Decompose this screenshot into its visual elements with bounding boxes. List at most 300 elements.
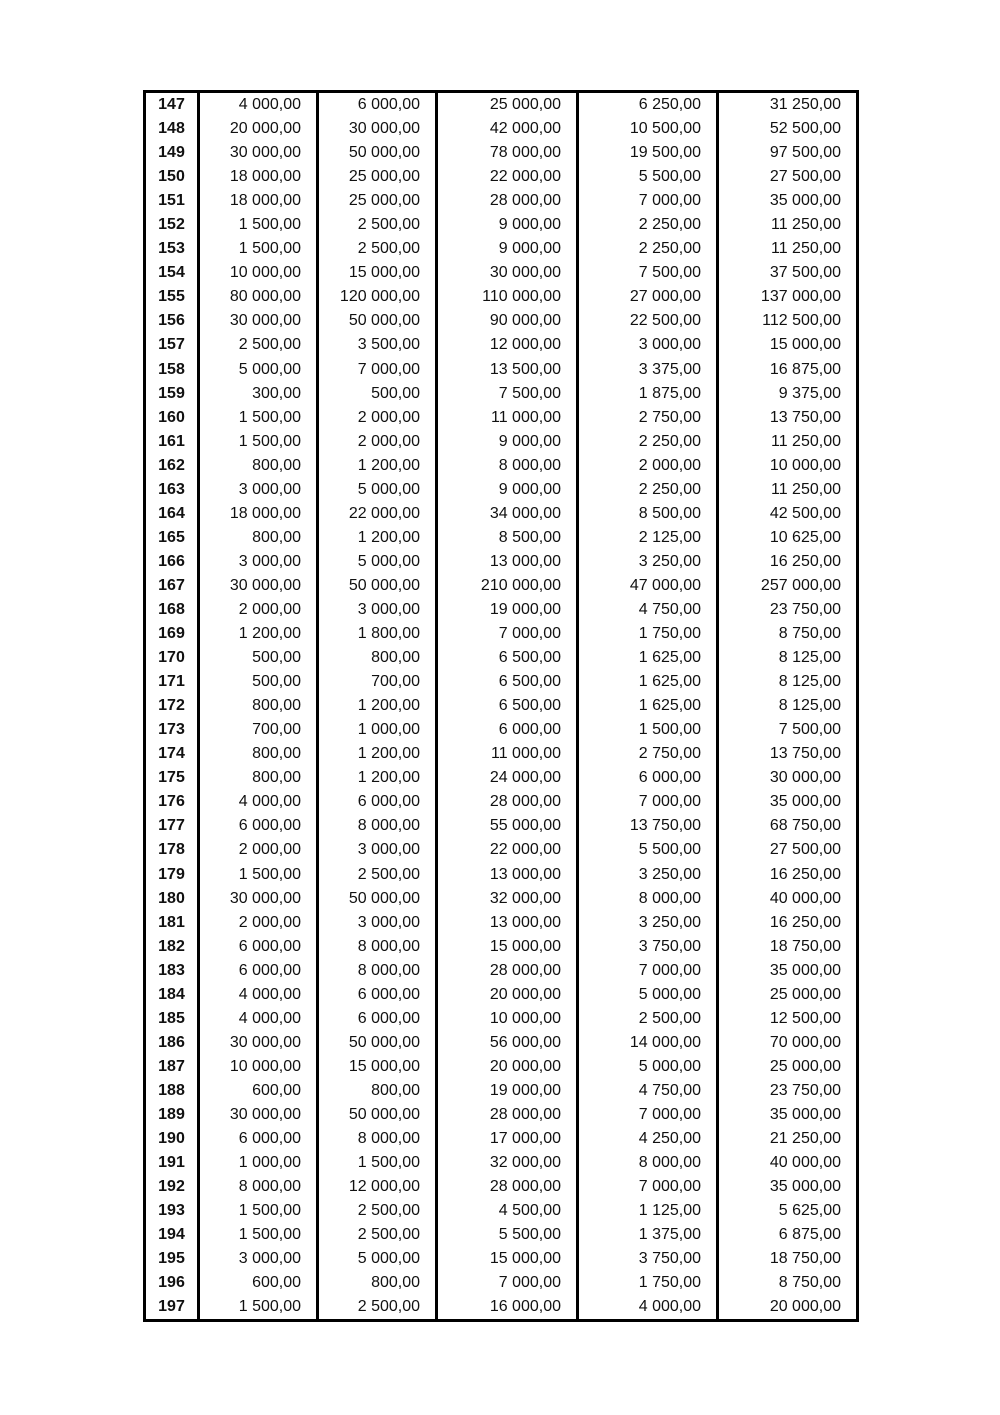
value-col-2: 5 000,00	[318, 550, 437, 574]
value-col-3: 110 000,00	[437, 285, 578, 309]
value-col-1: 1 500,00	[199, 1223, 318, 1247]
value-col-1: 30 000,00	[199, 141, 318, 165]
row-number: 153	[158, 240, 185, 258]
value-col-1: 2 000,00	[199, 911, 318, 935]
value-col-1: 6 000,00	[199, 959, 318, 983]
row-number: 188	[158, 1081, 185, 1099]
value-col-4: 2 750,00	[578, 406, 718, 430]
value-col-2: 8 000,00	[318, 959, 437, 983]
value-col-2: 2 000,00	[318, 406, 437, 430]
value-col-5: 18 750,00	[718, 935, 858, 959]
value-col-5: 18 750,00	[718, 1247, 858, 1271]
value-col-3: 78 000,00	[437, 141, 578, 165]
value-col-4: 3 250,00	[578, 863, 718, 887]
value-col-1: 30 000,00	[199, 309, 318, 333]
value-col-3: 28 000,00	[437, 189, 578, 213]
value-col-3: 56 000,00	[437, 1031, 578, 1055]
value-col-5: 16 250,00	[718, 911, 858, 935]
value-col-5: 25 000,00	[718, 983, 858, 1007]
value-col-5: 20 000,00	[718, 1295, 858, 1321]
row-number: 181	[158, 913, 185, 931]
value-col-5: 40 000,00	[718, 1151, 858, 1175]
value-col-2: 1 200,00	[318, 526, 437, 550]
value-col-5: 15 000,00	[718, 333, 858, 357]
row-number: 186	[158, 1033, 185, 1051]
value-col-1: 18 000,00	[199, 165, 318, 189]
value-col-5: 52 500,00	[718, 117, 858, 141]
value-col-1: 1 500,00	[199, 863, 318, 887]
table-row	[145, 1295, 858, 1321]
row-number: 166	[158, 552, 185, 570]
value-col-4: 6 000,00	[578, 766, 718, 790]
value-col-5: 21 250,00	[718, 1127, 858, 1151]
value-col-3: 20 000,00	[437, 1055, 578, 1079]
row-number: 174	[158, 745, 185, 763]
value-col-1: 1 500,00	[199, 1199, 318, 1223]
value-col-3: 11 000,00	[437, 406, 578, 430]
value-col-4: 4 750,00	[578, 598, 718, 622]
value-col-2: 6 000,00	[318, 1007, 437, 1031]
value-col-5: 35 000,00	[718, 1103, 858, 1127]
row-number: 185	[158, 1009, 185, 1027]
value-col-1: 2 500,00	[199, 333, 318, 357]
value-col-1: 800,00	[199, 742, 318, 766]
value-col-4: 1 125,00	[578, 1199, 718, 1223]
value-col-4: 27 000,00	[578, 285, 718, 309]
value-col-4: 2 250,00	[578, 430, 718, 454]
table-row	[145, 1103, 858, 1127]
value-col-1: 1 000,00	[199, 1151, 318, 1175]
row-number: 164	[158, 504, 185, 522]
value-col-1: 6 000,00	[199, 1127, 318, 1151]
value-col-5: 13 750,00	[718, 406, 858, 430]
value-col-3: 42 000,00	[437, 117, 578, 141]
row-number: 150	[158, 168, 185, 186]
value-col-3: 6 500,00	[437, 694, 578, 718]
value-col-2: 6 000,00	[318, 92, 437, 118]
value-col-4: 2 250,00	[578, 213, 718, 237]
value-col-2: 700,00	[318, 670, 437, 694]
value-col-3: 11 000,00	[437, 742, 578, 766]
value-col-5: 257 000,00	[718, 574, 858, 598]
table-row	[145, 165, 858, 189]
value-col-5: 5 625,00	[718, 1199, 858, 1223]
value-col-4: 10 500,00	[578, 117, 718, 141]
row-number: 195	[158, 1250, 185, 1268]
value-col-4: 3 750,00	[578, 1247, 718, 1271]
value-col-5: 42 500,00	[718, 502, 858, 526]
value-col-2: 1 200,00	[318, 694, 437, 718]
value-col-5: 16 875,00	[718, 358, 858, 382]
value-col-4: 7 000,00	[578, 1103, 718, 1127]
table-row	[145, 1271, 858, 1295]
row-number: 149	[158, 144, 185, 162]
value-col-4: 22 500,00	[578, 309, 718, 333]
table-row	[145, 863, 858, 887]
row-number: 193	[158, 1202, 185, 1220]
value-col-4: 8 000,00	[578, 887, 718, 911]
value-col-4: 7 500,00	[578, 261, 718, 285]
value-col-1: 2 000,00	[199, 598, 318, 622]
value-col-1: 300,00	[199, 382, 318, 406]
value-col-4: 3 750,00	[578, 935, 718, 959]
value-col-5: 40 000,00	[718, 887, 858, 911]
value-col-2: 6 000,00	[318, 983, 437, 1007]
value-col-3: 28 000,00	[437, 790, 578, 814]
value-col-1: 6 000,00	[199, 814, 318, 838]
value-col-1: 1 500,00	[199, 1295, 318, 1321]
value-col-1: 18 000,00	[199, 189, 318, 213]
value-col-5: 23 750,00	[718, 598, 858, 622]
value-col-1: 3 000,00	[199, 478, 318, 502]
table-row	[145, 92, 858, 118]
value-col-3: 10 000,00	[437, 1007, 578, 1031]
value-col-1: 80 000,00	[199, 285, 318, 309]
value-col-4: 8 500,00	[578, 502, 718, 526]
table-row	[145, 814, 858, 838]
value-col-4: 3 250,00	[578, 550, 718, 574]
value-col-5: 23 750,00	[718, 1079, 858, 1103]
value-col-1: 10 000,00	[199, 261, 318, 285]
table-row	[145, 718, 858, 742]
table-row	[145, 478, 858, 502]
table-row	[145, 237, 858, 261]
value-col-2: 15 000,00	[318, 261, 437, 285]
value-col-5: 12 500,00	[718, 1007, 858, 1031]
value-col-2: 2 500,00	[318, 1223, 437, 1247]
value-col-3: 9 000,00	[437, 478, 578, 502]
table-row	[145, 213, 858, 237]
row-number: 167	[158, 576, 185, 594]
value-col-1: 5 000,00	[199, 358, 318, 382]
row-number: 162	[158, 456, 185, 474]
value-col-5: 10 625,00	[718, 526, 858, 550]
value-col-5: 8 125,00	[718, 694, 858, 718]
value-col-5: 8 750,00	[718, 1271, 858, 1295]
value-col-5: 35 000,00	[718, 189, 858, 213]
row-number: 168	[158, 601, 185, 618]
value-col-4: 3 000,00	[578, 333, 718, 357]
value-col-3: 16 000,00	[437, 1295, 578, 1321]
value-col-2: 50 000,00	[318, 1103, 437, 1127]
row-number: 180	[158, 889, 185, 907]
value-col-4: 3 250,00	[578, 911, 718, 935]
table-row	[145, 574, 858, 598]
table-row	[145, 309, 858, 333]
value-col-2: 1 200,00	[318, 766, 437, 790]
value-col-3: 17 000,00	[437, 1127, 578, 1151]
table-row	[145, 1199, 858, 1223]
value-col-5: 35 000,00	[718, 790, 858, 814]
value-col-3: 32 000,00	[437, 1151, 578, 1175]
row-number: 159	[158, 384, 185, 402]
table-row	[145, 911, 858, 935]
value-col-2: 2 500,00	[318, 237, 437, 261]
value-col-1: 800,00	[199, 766, 318, 790]
table-row	[145, 382, 858, 406]
value-col-3: 7 500,00	[437, 382, 578, 406]
value-col-1: 30 000,00	[199, 887, 318, 911]
value-col-5: 9 375,00	[718, 382, 858, 406]
row-number: 152	[158, 216, 185, 234]
value-col-2: 25 000,00	[318, 189, 437, 213]
table-row	[145, 790, 858, 814]
value-col-2: 120 000,00	[318, 285, 437, 309]
value-col-2: 5 000,00	[318, 1247, 437, 1271]
table-row	[145, 935, 858, 959]
row-number: 163	[158, 480, 185, 498]
row-number: 154	[158, 264, 185, 282]
value-col-4: 5 000,00	[578, 1055, 718, 1079]
table-row	[145, 1031, 858, 1055]
row-number: 183	[158, 961, 185, 979]
value-col-5: 6 875,00	[718, 1223, 858, 1247]
value-col-5: 35 000,00	[718, 1175, 858, 1199]
row-number: 196	[158, 1274, 185, 1292]
value-col-2: 12 000,00	[318, 1175, 437, 1199]
table-row	[145, 1007, 858, 1031]
value-col-2: 22 000,00	[318, 502, 437, 526]
value-col-3: 210 000,00	[437, 574, 578, 598]
value-col-1: 4 000,00	[199, 1007, 318, 1031]
value-col-2: 2 000,00	[318, 430, 437, 454]
row-number: 190	[158, 1130, 185, 1148]
value-col-2: 30 000,00	[318, 117, 437, 141]
value-col-4: 1 750,00	[578, 622, 718, 646]
value-col-2: 800,00	[318, 1079, 437, 1103]
table-row	[145, 526, 858, 550]
value-col-1: 30 000,00	[199, 1031, 318, 1055]
value-col-1: 1 200,00	[199, 622, 318, 646]
table-row	[145, 1127, 858, 1151]
row-number: 175	[158, 769, 185, 787]
row-number: 194	[158, 1226, 185, 1244]
value-col-1: 3 000,00	[199, 550, 318, 574]
value-col-3: 30 000,00	[437, 261, 578, 285]
value-col-4: 14 000,00	[578, 1031, 718, 1055]
value-col-2: 50 000,00	[318, 1031, 437, 1055]
value-col-3: 7 000,00	[437, 1271, 578, 1295]
row-number: 173	[158, 721, 185, 739]
value-col-5: 30 000,00	[718, 766, 858, 790]
value-col-5: 25 000,00	[718, 1055, 858, 1079]
value-col-4: 7 000,00	[578, 790, 718, 814]
row-number: 151	[158, 192, 185, 210]
value-col-5: 31 250,00	[718, 92, 858, 118]
value-col-3: 13 500,00	[437, 358, 578, 382]
value-col-1: 4 000,00	[199, 790, 318, 814]
value-col-4: 1 625,00	[578, 646, 718, 670]
value-col-2: 800,00	[318, 646, 437, 670]
value-col-2: 50 000,00	[318, 887, 437, 911]
value-col-3: 8 500,00	[437, 526, 578, 550]
value-col-1: 20 000,00	[199, 117, 318, 141]
row-number: 161	[158, 432, 185, 450]
table-row	[145, 1079, 858, 1103]
table-row	[145, 550, 858, 574]
value-col-3: 22 000,00	[437, 838, 578, 862]
table-row	[145, 887, 858, 911]
value-col-2: 1 200,00	[318, 454, 437, 478]
row-number: 189	[158, 1105, 185, 1123]
value-col-1: 600,00	[199, 1079, 318, 1103]
value-col-4: 2 500,00	[578, 1007, 718, 1031]
table-row	[145, 406, 858, 430]
value-col-5: 70 000,00	[718, 1031, 858, 1055]
value-col-2: 3 500,00	[318, 333, 437, 357]
value-col-3: 5 500,00	[437, 1223, 578, 1247]
value-col-4: 7 000,00	[578, 1175, 718, 1199]
value-col-5: 11 250,00	[718, 237, 858, 261]
table-row	[145, 670, 858, 694]
value-col-3: 13 000,00	[437, 550, 578, 574]
value-col-1: 800,00	[199, 694, 318, 718]
value-col-4: 2 000,00	[578, 454, 718, 478]
table-row	[145, 1247, 858, 1271]
value-col-5: 11 250,00	[718, 213, 858, 237]
value-col-2: 3 000,00	[318, 838, 437, 862]
value-col-4: 7 000,00	[578, 959, 718, 983]
value-col-4: 19 500,00	[578, 141, 718, 165]
value-col-3: 15 000,00	[437, 1247, 578, 1271]
value-col-2: 1 800,00	[318, 622, 437, 646]
value-col-3: 9 000,00	[437, 430, 578, 454]
value-col-3: 7 000,00	[437, 622, 578, 646]
value-col-4: 2 250,00	[578, 478, 718, 502]
value-col-2: 2 500,00	[318, 213, 437, 237]
value-col-3: 25 000,00	[437, 92, 578, 118]
table-row	[145, 694, 858, 718]
value-col-1: 10 000,00	[199, 1055, 318, 1079]
value-col-2: 8 000,00	[318, 814, 437, 838]
value-col-3: 15 000,00	[437, 935, 578, 959]
value-col-2: 1 000,00	[318, 718, 437, 742]
value-col-1: 500,00	[199, 670, 318, 694]
value-col-4: 5 000,00	[578, 983, 718, 1007]
row-number: 156	[158, 312, 185, 330]
value-col-3: 55 000,00	[437, 814, 578, 838]
value-col-4: 8 000,00	[578, 1151, 718, 1175]
value-col-2: 1 500,00	[318, 1151, 437, 1175]
table-row	[145, 1055, 858, 1079]
value-col-1: 6 000,00	[199, 935, 318, 959]
row-number: 169	[158, 625, 185, 643]
value-col-2: 50 000,00	[318, 141, 437, 165]
value-col-4: 1 750,00	[578, 1271, 718, 1295]
value-col-4: 7 000,00	[578, 189, 718, 213]
value-col-4: 5 500,00	[578, 165, 718, 189]
value-col-5: 27 500,00	[718, 165, 858, 189]
value-col-2: 1 200,00	[318, 742, 437, 766]
value-col-2: 2 500,00	[318, 1295, 437, 1321]
row-number: 182	[158, 937, 185, 955]
table-row	[145, 430, 858, 454]
row-number: 191	[158, 1154, 185, 1172]
value-col-2: 8 000,00	[318, 935, 437, 959]
value-col-3: 19 000,00	[437, 598, 578, 622]
value-col-5: 16 250,00	[718, 863, 858, 887]
table-row	[145, 117, 858, 141]
value-col-1: 700,00	[199, 718, 318, 742]
value-col-2: 8 000,00	[318, 1127, 437, 1151]
value-col-4: 4 000,00	[578, 1295, 718, 1321]
value-col-1: 500,00	[199, 646, 318, 670]
value-col-4: 47 000,00	[578, 574, 718, 598]
value-col-2: 25 000,00	[318, 165, 437, 189]
row-number: 187	[158, 1057, 185, 1075]
value-col-4: 2 750,00	[578, 742, 718, 766]
value-col-4: 1 500,00	[578, 718, 718, 742]
value-col-2: 2 500,00	[318, 1199, 437, 1223]
table-row	[145, 983, 858, 1007]
table-row	[145, 189, 858, 213]
value-col-3: 32 000,00	[437, 887, 578, 911]
value-col-5: 68 750,00	[718, 814, 858, 838]
value-col-1: 800,00	[199, 454, 318, 478]
value-col-3: 34 000,00	[437, 502, 578, 526]
row-number: 155	[158, 288, 185, 306]
value-col-3: 4 500,00	[437, 1199, 578, 1223]
value-col-3: 6 000,00	[437, 718, 578, 742]
table-row	[145, 358, 858, 382]
value-col-3: 6 500,00	[437, 646, 578, 670]
table-row	[145, 285, 858, 309]
value-col-3: 28 000,00	[437, 959, 578, 983]
row-number: 176	[158, 793, 185, 811]
value-col-3: 9 000,00	[437, 213, 578, 237]
table-row	[145, 141, 858, 165]
value-col-2: 5 000,00	[318, 478, 437, 502]
value-col-1: 800,00	[199, 526, 318, 550]
value-col-3: 19 000,00	[437, 1079, 578, 1103]
value-col-5: 112 500,00	[718, 309, 858, 333]
table-row	[145, 454, 858, 478]
value-col-3: 22 000,00	[437, 165, 578, 189]
value-col-1: 8 000,00	[199, 1175, 318, 1199]
value-col-3: 24 000,00	[437, 766, 578, 790]
table-row	[145, 838, 858, 862]
value-col-3: 9 000,00	[437, 237, 578, 261]
table-row	[145, 959, 858, 983]
row-number: 177	[158, 817, 185, 835]
value-col-4: 6 250,00	[578, 92, 718, 118]
value-col-2: 2 500,00	[318, 863, 437, 887]
value-col-5: 16 250,00	[718, 550, 858, 574]
value-col-2: 800,00	[318, 1271, 437, 1295]
row-number: 160	[158, 408, 185, 426]
table-row	[145, 502, 858, 526]
table-row	[145, 1175, 858, 1199]
value-col-3: 90 000,00	[437, 309, 578, 333]
value-col-4: 1 875,00	[578, 382, 718, 406]
table-row	[145, 646, 858, 670]
value-col-3: 6 500,00	[437, 670, 578, 694]
value-col-5: 137 000,00	[718, 285, 858, 309]
value-col-5: 13 750,00	[718, 742, 858, 766]
value-col-5: 11 250,00	[718, 430, 858, 454]
table-row	[145, 1223, 858, 1247]
value-col-2: 3 000,00	[318, 598, 437, 622]
value-col-4: 1 625,00	[578, 694, 718, 718]
value-col-1: 3 000,00	[199, 1247, 318, 1271]
value-col-4: 1 375,00	[578, 1223, 718, 1247]
value-col-1: 4 000,00	[199, 983, 318, 1007]
table-row	[145, 261, 858, 285]
value-col-4: 3 375,00	[578, 358, 718, 382]
value-col-3: 13 000,00	[437, 863, 578, 887]
row-number: 165	[158, 528, 185, 546]
table-row	[145, 622, 858, 646]
